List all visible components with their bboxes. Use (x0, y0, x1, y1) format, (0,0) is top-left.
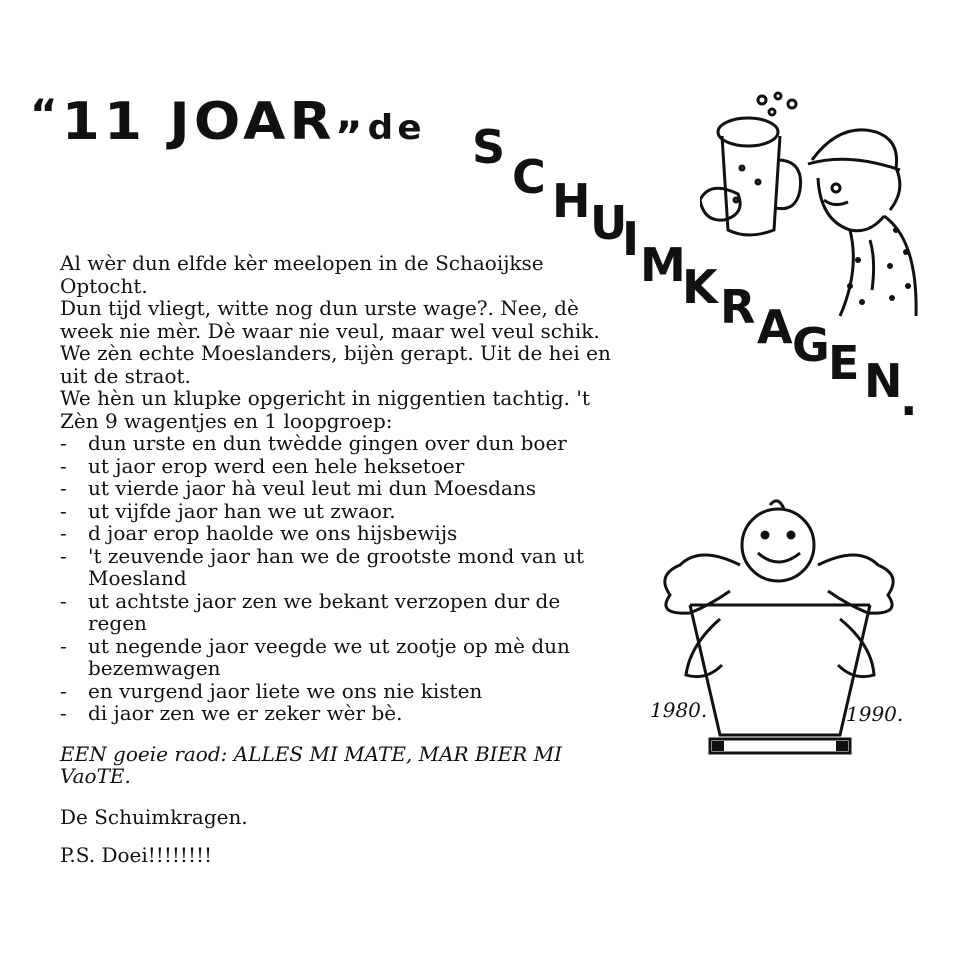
list-item: - d joar erop haolde we ons hijsbewijs (60, 522, 625, 545)
wordmark-letter: G (792, 318, 830, 372)
signature: De Schuimkragen. (60, 804, 248, 829)
motto: EEN goeie raod: ALLES MI MATE, MAR BIER MI VaoTE. (60, 741, 562, 788)
list-item: - di jaor zen we er zeker wèr bè. (60, 702, 625, 725)
wordmark-letter: . (900, 372, 918, 426)
list-item: - ut negende jaor veegde we ut zootje op mè dun bezemwagen (60, 635, 625, 680)
list-item: - ut vierde jaor hà veul leut mi dun Moesdans (60, 477, 625, 500)
intro-paragraph: Al wèr dun elfde kèr meelopen in de Schaoijkse Optocht. (60, 251, 544, 298)
postscript: P.S. Doei!!!!!!!! (60, 843, 213, 867)
list-item: - ut vijfde jaor han we ut zwaor. (60, 500, 625, 523)
wordmark-letter: H (552, 174, 591, 228)
wordmark-letter: K (682, 260, 718, 314)
wordmark-letter: M (640, 238, 686, 292)
page-title (30, 92, 426, 152)
wordmark-letter: E (828, 336, 860, 390)
year-start-label: 1980. (650, 698, 708, 722)
wordmark-letter: N (864, 354, 903, 408)
podium-character-illustration (650, 495, 910, 765)
intro-paragraph: We hèn un klupke opgericht in niggentien tachtig. 't Zèn 9 wagentjes en 1 loopgroep: (60, 386, 590, 433)
wordmark-letter: C (512, 150, 546, 204)
article-body (60, 252, 625, 867)
list-item: - en vurgend jaor liete we ons nie kisten (60, 680, 625, 703)
history-list (60, 432, 625, 725)
open-quote: “ (30, 92, 62, 138)
close-quote: „ (335, 92, 368, 138)
year-end-label: 1990. (846, 702, 904, 726)
list-item: - 't zeuvende jaor han we de grootste mond van ut Moesland (60, 545, 625, 590)
list-item: - dun urste en dun twèdde gingen over dun boer (60, 432, 625, 455)
title-de: de (367, 108, 426, 148)
wordmark-letter: I (622, 212, 640, 266)
list-item: - ut achtste jaor zen we bekant verzopen dur de regen (60, 590, 625, 635)
wordmark-letter: R (720, 280, 756, 334)
list-item: - ut jaor erop werd een hele heksetoer (60, 455, 625, 478)
intro-paragraph: Dun tijd vliegt, witte nog dun urste wage?. Nee, dè week nie mèr. Dè waar nie veul, maar wel veul schik. We zèn echte Moeslanders, bijèn gerapt. Uit de hei en uit de straot. (60, 296, 611, 388)
beer-mug-cartoon-illustration (700, 90, 940, 320)
wordmark-letter: A (757, 300, 793, 354)
title-main: 11 JOAR (61, 92, 336, 152)
wordmark-letter: S (472, 120, 506, 174)
wordmark-letter: U (590, 196, 628, 250)
